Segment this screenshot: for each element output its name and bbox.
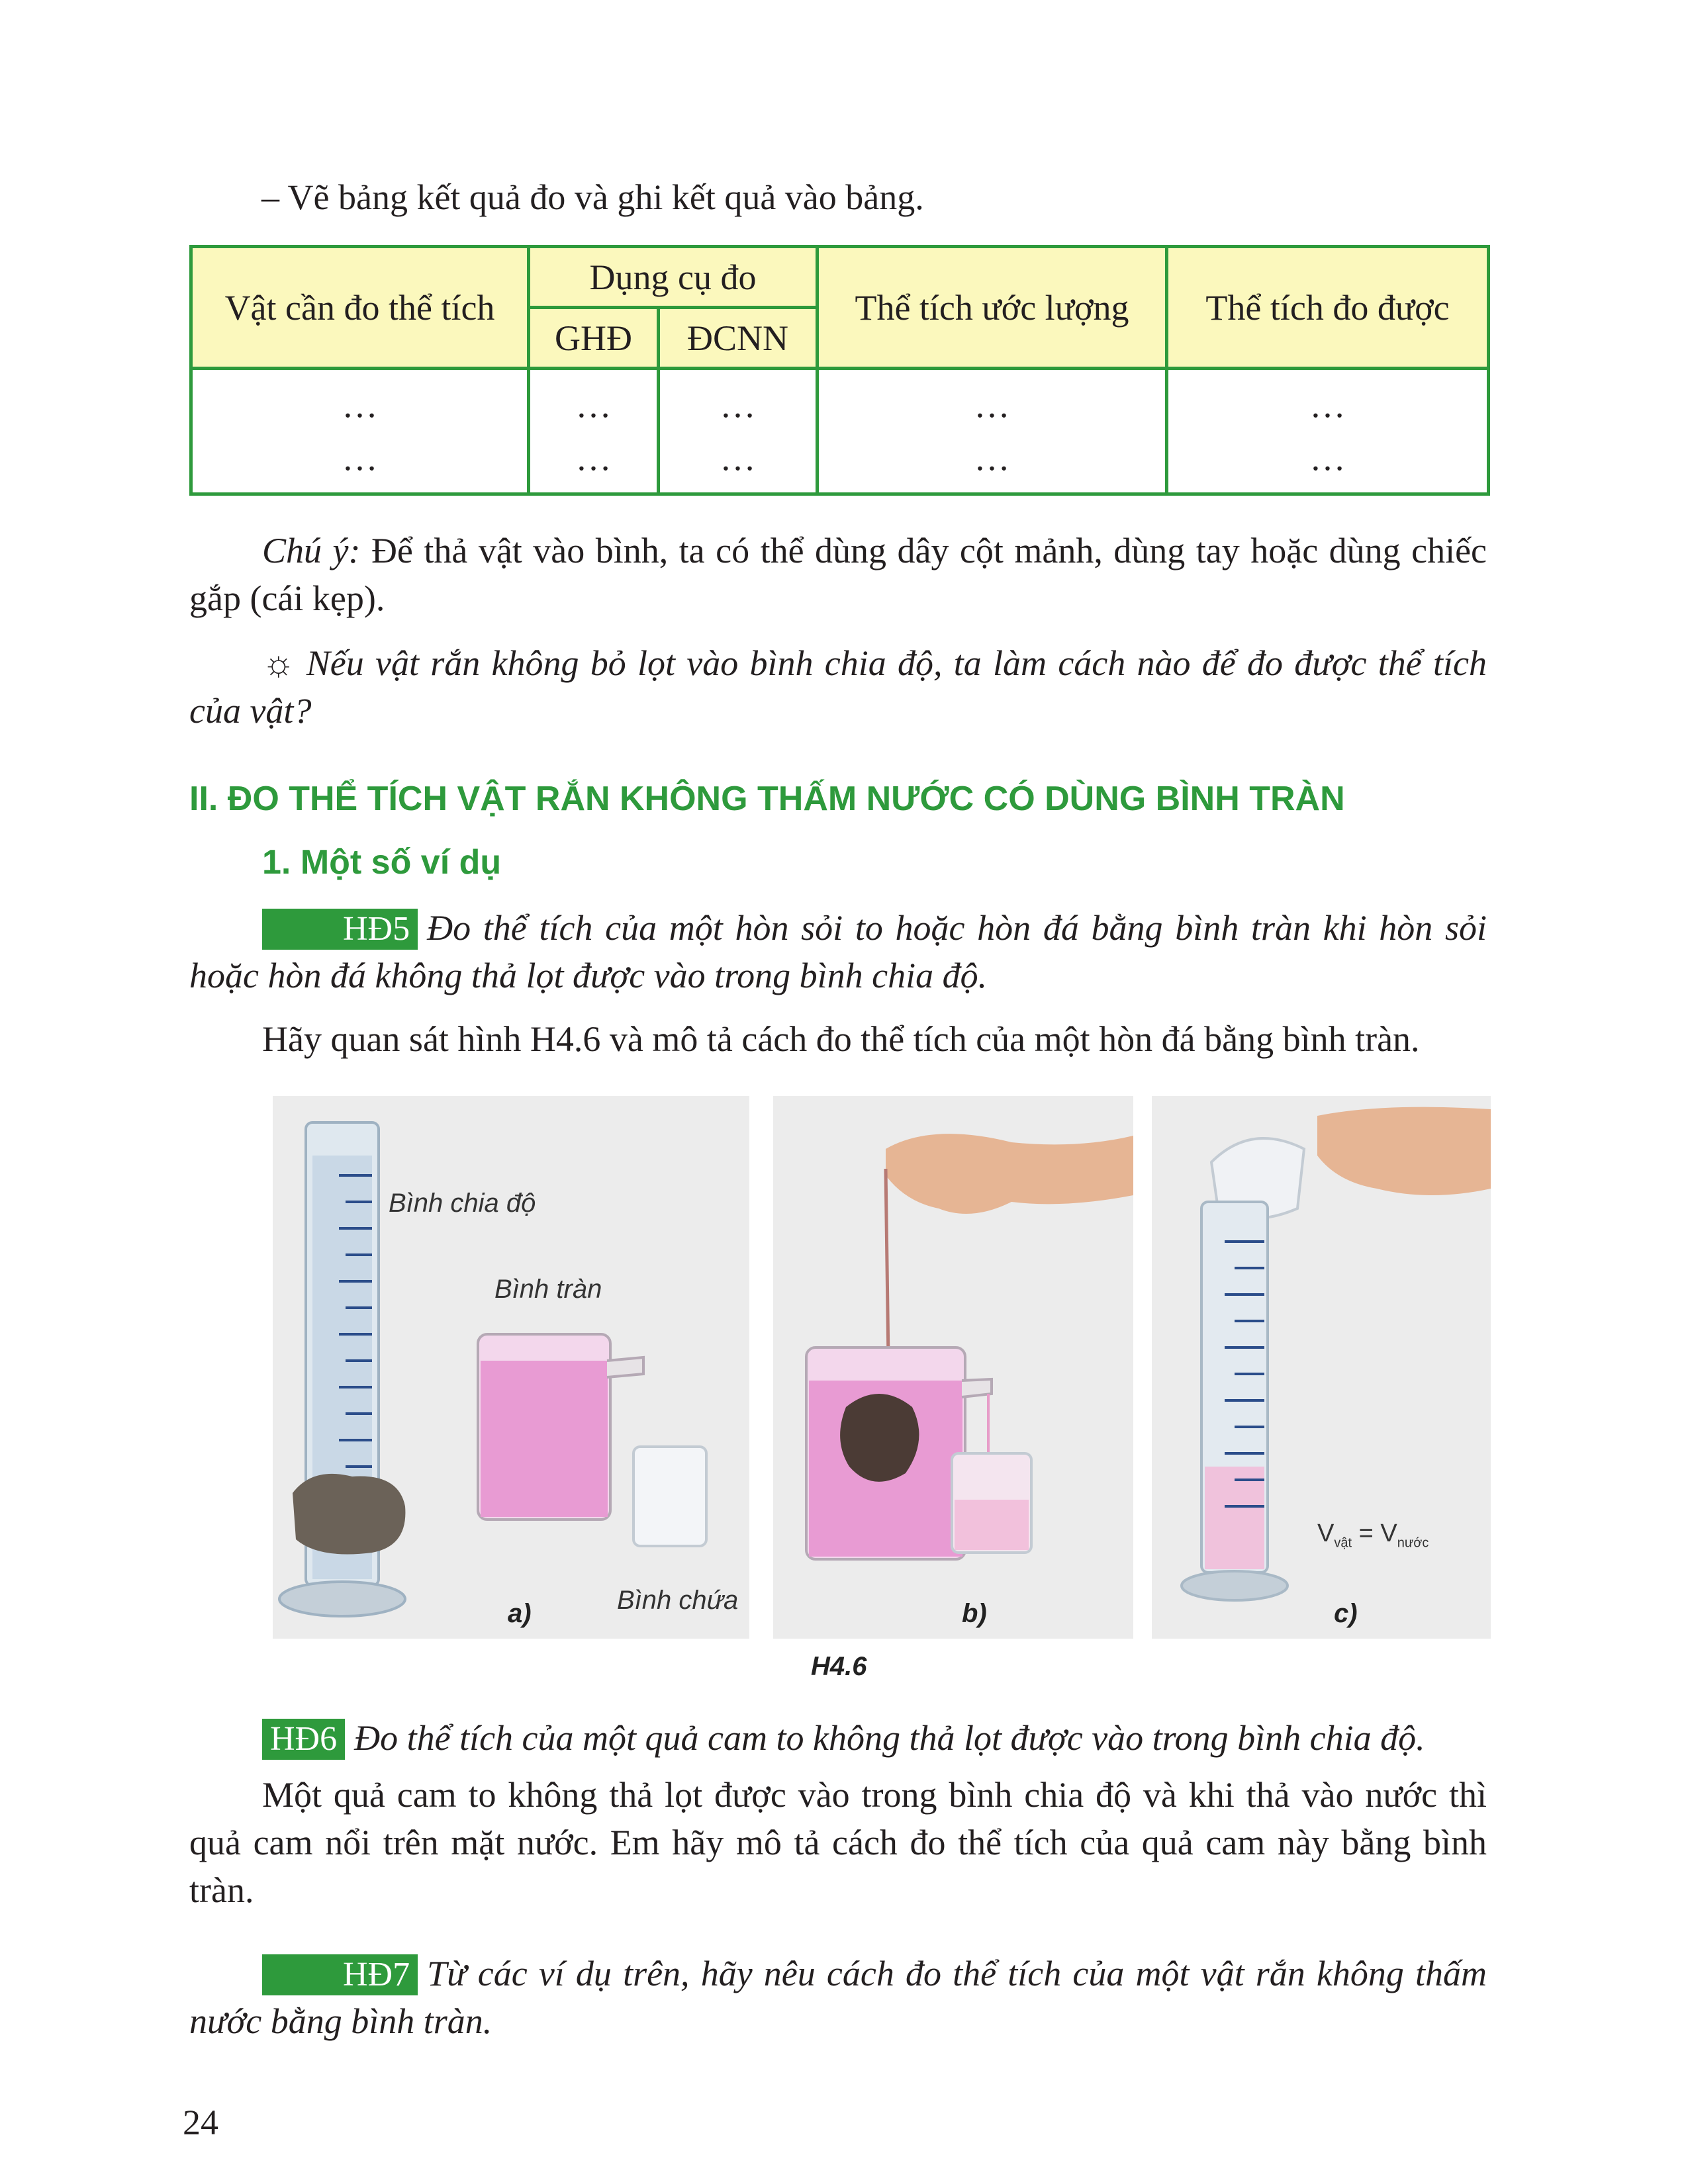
figure-panel-b [773,1096,1133,1639]
page-number: 24 [183,2103,218,2142]
formula-v: V [1317,1520,1335,1547]
question-paragraph [189,639,1487,735]
table-cell: … [342,385,378,425]
hd6-title-text: Đo thể tích của một quả cam to không thả lọt được vào trong bình chia độ. [354,1718,1425,1758]
hd5-text: Hãy quan sát hình H4.6 và mô tả cách đo thể tích của một hòn đá bằng bình tràn. [262,1019,1420,1059]
label-cylinder: Bình chia độ [389,1189,536,1218]
formula-object-subscript: vật [1334,1535,1352,1551]
note-paragraph [189,527,1487,622]
section-title: II. ĐO THỂ TÍCH VẬT RẮN KHÔNG THẤM NƯỚC CÓ DÙNG BÌNH TRÀN [189,780,1345,818]
hd5-title [189,904,1487,999]
header-tools: Dụng cụ đo [529,247,818,308]
volume-formula [1317,1520,1429,1551]
note-label: Chú ý: [262,531,361,570]
table-cell: … [575,385,612,425]
hd6-title [262,1714,1425,1762]
table-cell: … [974,437,1010,478]
results-table [189,245,1490,496]
label-overflow-vessel: Bình tràn [494,1275,602,1304]
sun-icon: ☼ [262,643,295,683]
formula-equals: = V [1352,1520,1397,1547]
header-measured: Thể tích đo được [1167,247,1489,369]
intro-line: – Vẽ bảng kết quả đo và ghi kết quả vào bảng. [261,177,924,217]
table-row [191,369,1489,494]
header-ghd: GHĐ [529,308,659,369]
rock-immersion-illustration [773,1096,1133,1639]
panel-b-label: b) [962,1599,987,1628]
hd7-badge: HĐ7 [262,1954,418,1995]
hd5-badge: HĐ5 [262,909,418,950]
note-text: Để thả vật vào bình, ta có thể dùng dây cột mảnh, dùng tay hoặc dùng chiếc gắp (cái kẹp). [189,531,1487,618]
table-cell: … [1309,437,1346,478]
table-cell: … [1309,385,1346,425]
question-text: Nếu vật rắn không bỏ lọt vào bình chia độ, ta làm cách nào để đo được thể tích của vật? [189,643,1487,731]
hd6-text: Một quả cam to không thả lọt được vào trong bình chia độ và khi thả vào nước thì quả cam nổi trên mặt nước. Em hãy mô tả cách đo thể tích của quả cam này bằng bình tràn. [189,1775,1487,1910]
hd7-title-text: Từ các ví dụ trên, hãy nêu cách đo thể tích của một vật rắn không thấm nước bằng bình tràn. [189,1954,1487,2041]
overflow-setup-illustration [273,1096,749,1639]
formula-water-subscript: nước [1397,1535,1429,1551]
figure-caption: H4.6 [811,1652,867,1681]
label-container: Bình chứa [617,1586,739,1615]
pour-into-cylinder-illustration [1152,1096,1491,1639]
table-cell: … [342,437,378,478]
table-cell: … [720,385,756,425]
header-dcnn: ĐCNN [659,308,818,369]
panel-a-label: a) [508,1599,532,1628]
table-cell: … [575,437,612,478]
hd5-title-text: Đo thể tích của một hòn sỏi to hoặc hòn đá bằng bình tràn khi hòn sỏi hoặc hòn đá không thả lọt được vào trong bình chia độ. [189,908,1487,995]
hd7-paragraph [189,1950,1487,2045]
header-estimate: Thể tích ước lượng [818,247,1167,369]
table-cell: … [720,437,756,478]
hd6-badge: HĐ6 [262,1719,345,1760]
subsection-title: 1. Một số ví dụ [262,843,502,882]
figure-panel-a [273,1096,749,1639]
figure-panel-c [1152,1096,1491,1639]
header-object: Vật cần đo thể tích [191,247,529,369]
table-cell: … [974,385,1010,425]
panel-c-label: c) [1334,1599,1358,1628]
